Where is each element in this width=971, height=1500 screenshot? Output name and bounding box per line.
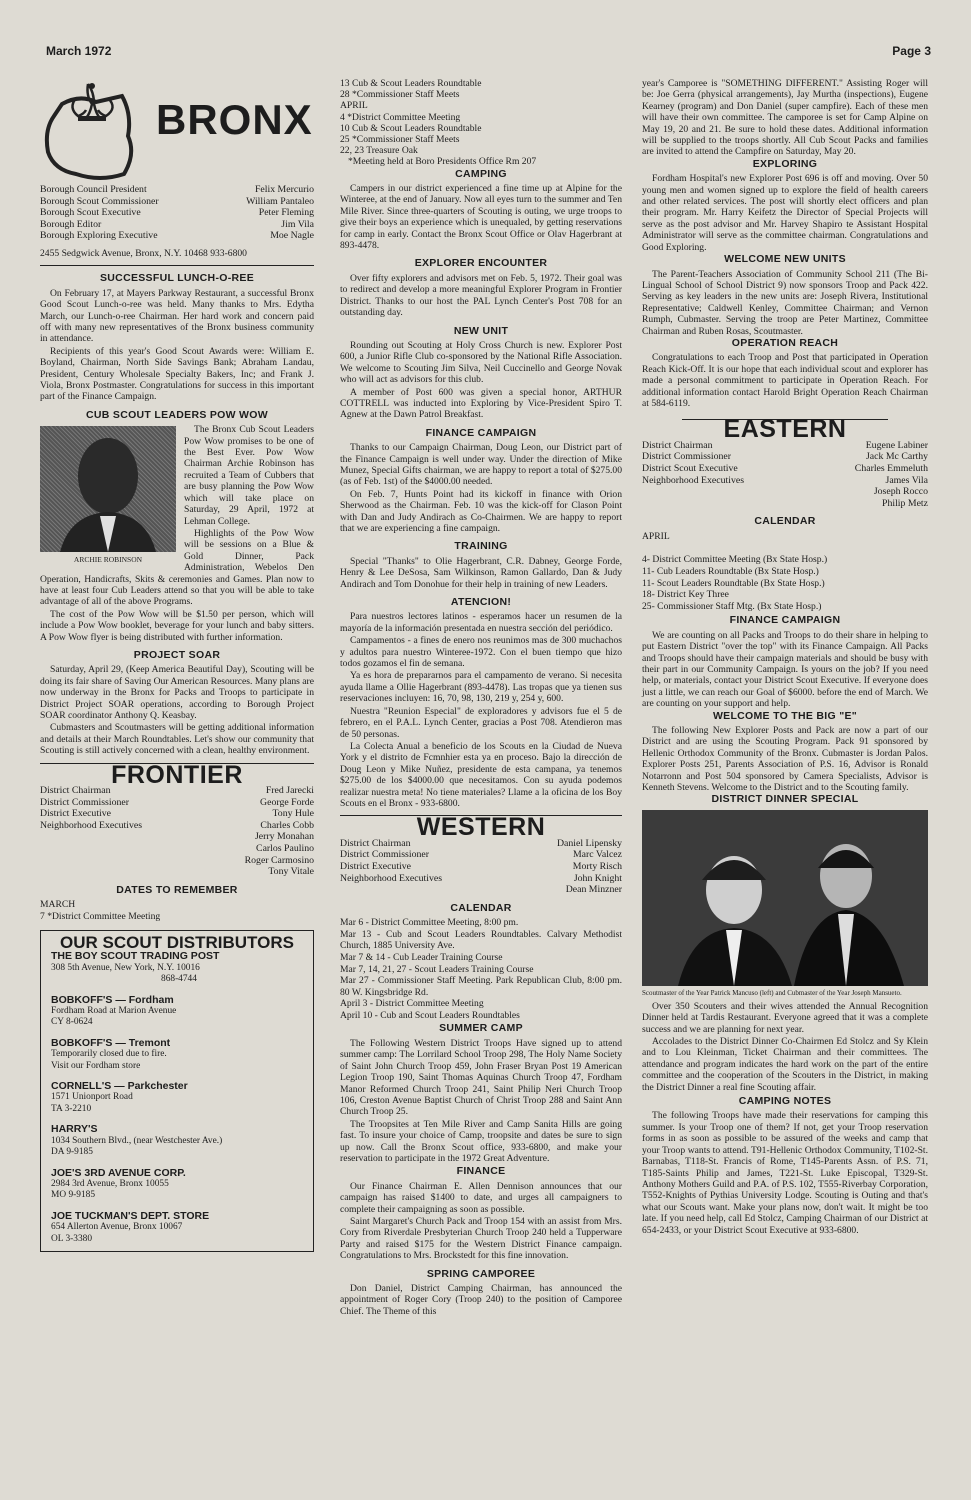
divider bbox=[40, 265, 314, 266]
dinner-photo bbox=[642, 810, 928, 986]
distributors-title: OUR SCOUT DISTRIBUTORS bbox=[60, 933, 294, 952]
column-middle: 13 Cub & Scout Leaders Roundtable 28 *Commissioner Staff Meets APRIL 4 *District Committee Meeting 10 Cub & Scout Leaders Roundtable 25 *Commissioner Staff Meets 22, 23 Treasure Oak *Meeting held at Boro Presidents Office Rm 207 CAMPING Campers in our district experienced a fine time up at Alpine for the Winteree, at the end of January. Now all eyes turn to the summer and Ten Mile River. Since three-quarters of Scouting is outing, we urge troops to give their boys an experience which is unequaled, by getting reservations for camp in early. Contact the Bronx Scout Office or Olav Hagerbrant at 893-4478. EXPLORER ENCOUNTER Over fifty explorers and advisors met on Feb. 5, 1972. Their goal was to redirect and develop a more meaningful Explorer Program in Frontier District. Thanks to our host the PAL Lynch Center's Post 708 for an outstanding day. NEW UNIT Rounding out Scouting at Holy Cross Church is new. Explorer Post 600, a Junior Rifle Club co-sponsored by the National Rifle Association. We welcome to Scouting Jim Silva, Neil Cuccinello and George Novak who will act as advisors for this club. A member of Post 600 was given a special honor, ARTHUR COTTRELL was inducted into Exploring by Vice-President Spiro T. Agnew at the Dawn Patrol Breakfast. FINANCE CAMPAIGN Thanks to our Campaign Chairman, Doug Leon, our District part of the Finance Campaign is well under way. Under the direction of Mike Munez, Special Gifts chairman, we are happy to report a total of $275.00 (as of Feb. 1st) of the $4000.00 needed. On Feb. 7, Hunts Point had its kickoff in finance with Orion Sherwood as the Chairman. Feb. 10 was the kick-off for Clason Point with Dan and Judy Andirach as Co-Chairmen. We are happy to report that we are experiencing a fine campaign. TRAINING Special "Thanks" to Olie Hagerbrant, C.R. Dabney, George Forde, Henry & Lee DeSosa, Sam Wilkinson, Ramon Gallardo, Dan & Judy Andirach and Tom Donohue for their help in training of new Leaders. ATENCION! Para nuestros lectores latinos - esperamos hacer un resumen de la mayoría de la información presentada en nuestra sección del periódico. Campamentos - a fines de enero nos reunimos mas de 300 muchachos y adultos para nuestro Winteree-1972. Con el buen tiempo que hizo todos gozamos el fin de semana. Ya es hora de prepararnos para el campamento de verano. Si necesita ayuda llame a Ollie Hagerbrant (893-4478). Las tropas que ya tienen sus reservaciones incluyen: 16, 70, 98, 130, 219 y, 254 y, 600. Nuestra "Reunion Especial" de exploradores y advisors fue el 5 de febrero, en el P.A.L. Lynch Center, gracias a Post 708. Atendieron mas de 50 personas. La Colecta Anual a beneficio de los Scouts en la Ciudad de Nueva York y el distrito de Fcmnhier esta ya en proceso. Bajo la dirección de Doug Leon y Mike Nuñez, presidente de esta campana, ya tenemos $275.00 de los $4000.00 que necesitamos. Con su ayuda podemos realizar nuestra meta! No tiene materiales? Llame a la oficina de los Boy Scouts en el Bronx - 933-6800. WESTERN District Chairman Daniel Lipensky District Commissioner Marc Valcez District Executive Morty Risch Neighborhood Executives John Knight Dean Minzner CALENDAR Mar 6 - District Committee Meeting, 8:00 pm. Mar 13 - Cub and Scout Leaders Roundtables. Calvary Methodist Church, 1885 University Ave. Mar 7 & 14 - Cub Leader Training Course Mar 7, 14, 21, 27 - Scout Leaders Training Course Mar 27 - Commissioner Staff Meeting. Park Republican Club, 8:00 pm. 80 W. Kingsbridge Rd. April 3 - District Committee Meeting April 10 - Cub and Scout Leaders Roundtables SUMMER CAMP The Following Western District Troops Have signed up to attend summer camp: The Lorrilard School Troop 298, The Holy Name Society of Saint John Church Troop 459, John Fraser Bryan Post 19 American Legion Troop 190, Saint Thomas Aquinas Church Troop 47, Fordham Manor Reformed Church Troop 241, Saint Philip Neri Church Troop 106, Creston Avenue Baptist Church of Christ Troop 288 and Saint Ann Church Troop 25. The Troopsites at Ten Mile River and Camp Sanita Hills are going fast. To insure your choice of Camp, troopsite and dates be sure to sign up now. Call the Bronx Scout office, 933-6800, and make your reservation to participate in the 1972 Great Adventure. FINANCE Our Finance Chairman E. Allen Dennison announces that our campaign has raised $1400 to date, and urges all campaigners to complete their campaigning as soon as possible. Saint Margaret's Church Pack and Troop 154 with an assist from Mrs. Cory from Riverdale Presbyterian Church Troop 240 held a Tupperware Party and raised $175 for the Western District Finance campaign. Congratulations to Mrs. Brockstedt for this fine innovation. SPRING CAMPOREE Don Daniel, District Camping Chairman, has announced the appointment of Roger Cory (Troop 240) to the position of Camporee Chief. The Theme of this bbox=[340, 78, 622, 1317]
bronx-title: BRONX bbox=[156, 96, 313, 143]
western-title: WESTERN bbox=[416, 813, 546, 842]
fleur-de-lis-logo-icon bbox=[40, 74, 152, 184]
frontier-schedule: 13 Cub & Scout Leaders Roundtable 28 *Commissioner Staff Meets APRIL 4 *District Committee Meeting 10 Cub & Scout Leaders Roundtable 25 *Commissioner Staff Meets 22, 23 Treasure Oak *Meeting held at Boro Presidents Office Rm 207 bbox=[340, 78, 537, 168]
powwow-heading: CUB SCOUT LEADERS POW WOW bbox=[86, 408, 268, 421]
portrait-image-icon bbox=[40, 426, 176, 552]
soar-heading: PROJECT SOAR bbox=[133, 648, 221, 661]
dates-heading: DATES TO REMEMBER bbox=[116, 883, 238, 896]
column-right: year's Camporee is "SOMETHING DIFFERENT." Assisting Roger will be: Joe Gerra (physical arrangements), Jay Murtha (inspections), Eugene Kearney (program) and Don Daniel (super campfire). Each of these men will have their own committee. The camporee is set for Camp Alpine on May 19, 20 and 21. Be sure to hold these dates. Additional information will be supplied to the troops shortly. All Cub Scout Packs and families are invited to attend the Campfire on Saturday, May 20. EXPLORING Fordham Hospital's new Explorer Post 696 is off and moving. Over 50 young men and women signed up to explore the field of health careers and other related services. The post will shortly elect officers and plan their program. Mr. Harry Keifetz the Director of Special Projects will serve as the post advisor and Mr. Harvey Shapiro te Assistant Hospital Administrator will serve as the committee chairman. Congratulations and Good Exploring. WELCOME NEW UNITS The Parent-Teachers Association of Community School 211 (The Bi-Lingual School of School District 9) now sponsors Troop and Pack 422. Serving as key leaders in the new units are: Joseph Rivera, Institutional Representative; Caldwell Kenley, Committee Chairman; and Vernon Rumph, Cubmaster. Serving the troop are Peter Martinez, Committee Chairman and Ruben Rosas, Scoutmaster. OPERATION REACH Congratulations to each Troop and Post that participated in Operation Reach Kick-Off. It is our hope that each individual scout and explorer has made a personal commitment to participate in Operation Reach. For additional information contact Harold Bright Operation Reach Chairman at 584-6119. EASTERN District Chairman Eugene Labiner District Commissioner Jack Mc Carthy District Scout Executive Charles Emmeluth Neighborhood Executives James Vila Joseph Rocco Philip Metz CALENDAR APRIL 4- District Committee Meeting (Bx State Hosp.) 11- Cub Leaders Roundtable (Bx State Hosp.) 11- Scout Leaders Roundtable (Bx State Hosp.) 18- District Key Three 25- Commissioner Staff Mtg. (Bx State Hosp.) FINANCE CAMPAIGN We are counting on all Packs and Troops to do their share in helping to put Eastern District "over the top" with its Finance Campaign. All Packs and Troops should have their campaign materials and should be busy with their part in our Community Campaign. Is yours on the job? If you need help, or materials, contact your District Scout Executive. If everyone does just a little, we can reach our Goal of $6000. before the end of March. We are counting on your support and help. WELCOME TO THE BIG "E" The following New Explorer Posts and Pack are now a part of our District and are using the Scouting Program. Pack 91 sponsored by Hellenic Orthodox Community of the Bronx. Cubmaster is Jordan Palos. Explorer Posts 251, Parents Association of P.S. 16, Advisor is Ronald Notarronn and Post 504 sponsored by Camera Specialists, Advisor is Kenneth Stevens. Welcome to the District and to the Scouting family. DISTRICT DINNER SPECIAL Scoutmaster of the Year Patrick Mancuso (left) and Cubmaster of the Year Joseph Mansueto. Over 350 Scouters and their wives attended the Annual Recognition Dinner held at Tardis Restaurant. Everyone agreed that it was a complete success and we are planning for next year. Accolades to the District Dinner Co-Chairmen Ed Stolcz and Sy Klein and to Lou Kleinman, Ticket Chairman and their committees. The attendance and program indicates the hard work on the part of the entire committee and the cooperation of the Scouters in the District, in making the District Dinner a real fine Scouting affair. CAMPING NOTES The following Troops have made their reservations for camping this summer. Is your Troop one of them? If not, get your Troop reservation forms in as soon as possible to be assured of the weeks and camp that your Troop wants to attend. T91-Hellenic Orthodox Community, T102-St. Barnabas, T118-St. Francis of Rome, T145-Parents Assn. of P.S. 71, T185-Saints Philip and James, T221-St. Luke Episcopal, T329-St. Anthony Mothers Guild and P.A. of P.S. 102, T555-Riverbay Corporation, T552-Knights of Pythias University Lodge. Scouting is Outing and that's what our Scouts want. Make your plans now, don't wait. It might be too late. If you need help, call Ed Stolcz, Camping Chairman of our District at 654-2433, or your District Scout Executive at 933-6800. bbox=[642, 78, 928, 1236]
photo-caption: ARCHIE ROBINSON bbox=[73, 555, 143, 565]
dinner-photo-caption: Scoutmaster of the Year Patrick Mancuso (left) and Cubmaster of the Year Joseph Mansueto. bbox=[642, 988, 902, 997]
eastern-calendar: APRIL 4- District Committee Meeting (Bx State Hosp.) 11- Cub Leaders Roundtable (Bx State Hosp.) 11- Scout Leaders Roundtable (Bx State Hosp.) 18- District Key Three 25- Commissioner Staff Mtg. (Bx State Hosp.) bbox=[642, 530, 828, 612]
distributors-box: OUR SCOUT DISTRIBUTORS THE BOY SCOUT TRADING POST 308 5th Avenue, New York, N.Y. 10016 868-4744 BOBKOFF'S — Fordham Fordham Road at Marion Avenue CY 8-0624 BOBKOFF'S — Tremont Temporarily closed due to fire. Visit our Fordham store CORNELL'S — Parkchester 1571 Unionport Road TA 3-2210 HARRY'S 1034 Southern Blvd., (near Westchester Ave.) DA 9-9185 JOE'S 3RD AVENUE CORP. 2984 3rd Avenue, Bronx 10055 MO 9-9185 JOE TUCKMAN'S DEPT. STORE 654 Allerton Avenue, Bronx 10067 OL 3-3380 bbox=[40, 930, 314, 1252]
western-calendar: Mar 6 - District Committee Meeting, 8:00 pm. Mar 13 - Cub and Scout Leaders Roundtables. Calvary Methodist Church, 1885 University Ave. Mar 7 & 14 - Cub Leader Training Course Mar 7, 14, 21, 27 - Scout Leaders Training Course Mar 27 - Commissioner Staff Meeting. Park Republican Club, 8:00 pm. 80 W. Kingsbridge Rd. April 3 - District Committee Meeting April 10 - Cub and Scout Leaders Roundtables bbox=[340, 917, 622, 1021]
frontier-roster: District Chairman Fred Jarecki District Commissioner George Forde District Executive Tony Hule Neighborhood Executives Charles Cobb Jerry Monahan Carlos Paulino Roger Carmosino Tony Vitale bbox=[40, 785, 314, 878]
column-left: BRONX Borough Council President Felix Mercurio Borough Scout Commissioner William Pantaleo Borough Scout Executive Peter Fleming Borough Editor Jim Vila Borough Exploring Executive Moe Nagle 2455 Sedgwick Avenue, Bronx, N.Y. 10468 933-6800 SUCCESSFUL LUNCH-O-REE On February 17, at Mayers Parkway Restaurant, a successful Bronx Good Scout Lunch-o-ree was held. Many thanks to Mrs. Edytha March, our Lunch-o-ree Chairman. Her hard work and concern paid off with many new representatives of the Bronx business community in attendance. Recipients of this year's Good Scout Awards were: William E. Boyland, Chairman, North Side Savings Bank; Abraham Landau, President, Century Wholesale Specialty Bakers, Inc; and Frank J. Viola, Bronx Postmaster. Congratulations for success in this important part of the Finance Campaign. CUB SCOUT LEADERS POW WOW ARCHIE ROBINSON The Bronx Cub Scout Leaders Pow Wow promises to be one of the Best Ever. Pow Wow Chairman Archie Robinson has recruited a Team of Cubbers that are busy planning the Pow Wow which will take place on Saturday, 29 April, 1972 at Lehman College. Highlights of the Pow Wow will be sessions on a Blue & Gold Dinner, Pack Administration, Webelos Den Operation, Handicrafts, Skits & ceremonies and Games. Plan now to have at least four Cub Leaders attend so that you will be able to take advantage of all of the above Programs. The cost of the Pow Wow will be $1.50 per person, which will include a Pow Wow booklet, beverage for your lunch and baby sitters. A Pow Wow flyer is being distributed with further information. PROJECT SOAR Saturday, April 29, (Keep America Beautiful Day), Scouting will be doing its fair share of Saving Our American Resources. Many plans are now underway in the Bronx for Packs and Troops to participate in District Project SOAR operations, according to Borough Project SOAR coordinator Anthony Q. Keasbay. Cubmasters and Scoutmasters will be getting additional information and details at their March Roundtables. Let's show our community that Scouting is still actively concerned with a clean, healthy environment. FRONTIER District Chairman Fred Jarecki District Commissioner George Forde District Executive Tony Hule Neighborhood Executives Charles Cobb Jerry Monahan Carlos Paulino Roger Carmosino Tony Vitale DATES TO REMEMBER MARCH 7 *District Committee Meeting OUR SCOUT DISTRIBUTORS THE BOY SCOUT TRADING POST 308 5th Avenue, New York, N.Y. 10016 868-4744 BOBKOFF'S — Fordham Fordham Road at Marion Avenue CY 8-0624 BOBKOFF'S — Tremont Temporarily closed due to fire. Visit our Fordham store CORNELL'S — Parkchester 1571 Unionport Road TA 3-2210 HARRY'S 1034 Southern Blvd., (near Westchester Ave.) DA 9-9185 JOE'S 3RD AVENUE CORP. 2984 3rd Avenue, Bronx 10055 MO 9-9185 JOE TUCKMAN'S DEPT. STORE 654 Allerton Avenue, Bronx 10067 OL 3-3380 bbox=[40, 74, 314, 1252]
frontier-title: FRONTIER bbox=[111, 760, 243, 789]
lunch-heading: SUCCESSFUL LUNCH-O-REE bbox=[100, 272, 254, 285]
bronx-masthead bbox=[40, 74, 314, 184]
bronx-address: 2455 Sedgwick Avenue, Bronx, N.Y. 10468 933-6800 bbox=[40, 247, 247, 259]
two-men-photo-icon bbox=[642, 810, 928, 986]
page-number: Page 3 bbox=[892, 44, 931, 58]
eastern-title: EASTERN bbox=[723, 415, 847, 444]
archie-robinson-photo bbox=[40, 426, 176, 565]
bronx-roster: Borough Council President Felix Mercurio Borough Scout Commissioner William Pantaleo Borough Scout Executive Peter Fleming Borough Editor Jim Vila Borough Exploring Executive Moe Nagle bbox=[40, 184, 314, 242]
western-roster: District Chairman Daniel Lipensky District Commissioner Marc Valcez District Executive Morty Risch Neighborhood Executives John Knight Dean Minzner bbox=[340, 837, 622, 896]
eastern-roster: District Chairman Eugene Labiner District Commissioner Jack Mc Carthy District Scout Executive Charles Emmeluth Neighborhood Executives James Vila Joseph Rocco Philip Metz bbox=[642, 439, 928, 509]
issue-date: March 1972 bbox=[46, 44, 112, 58]
